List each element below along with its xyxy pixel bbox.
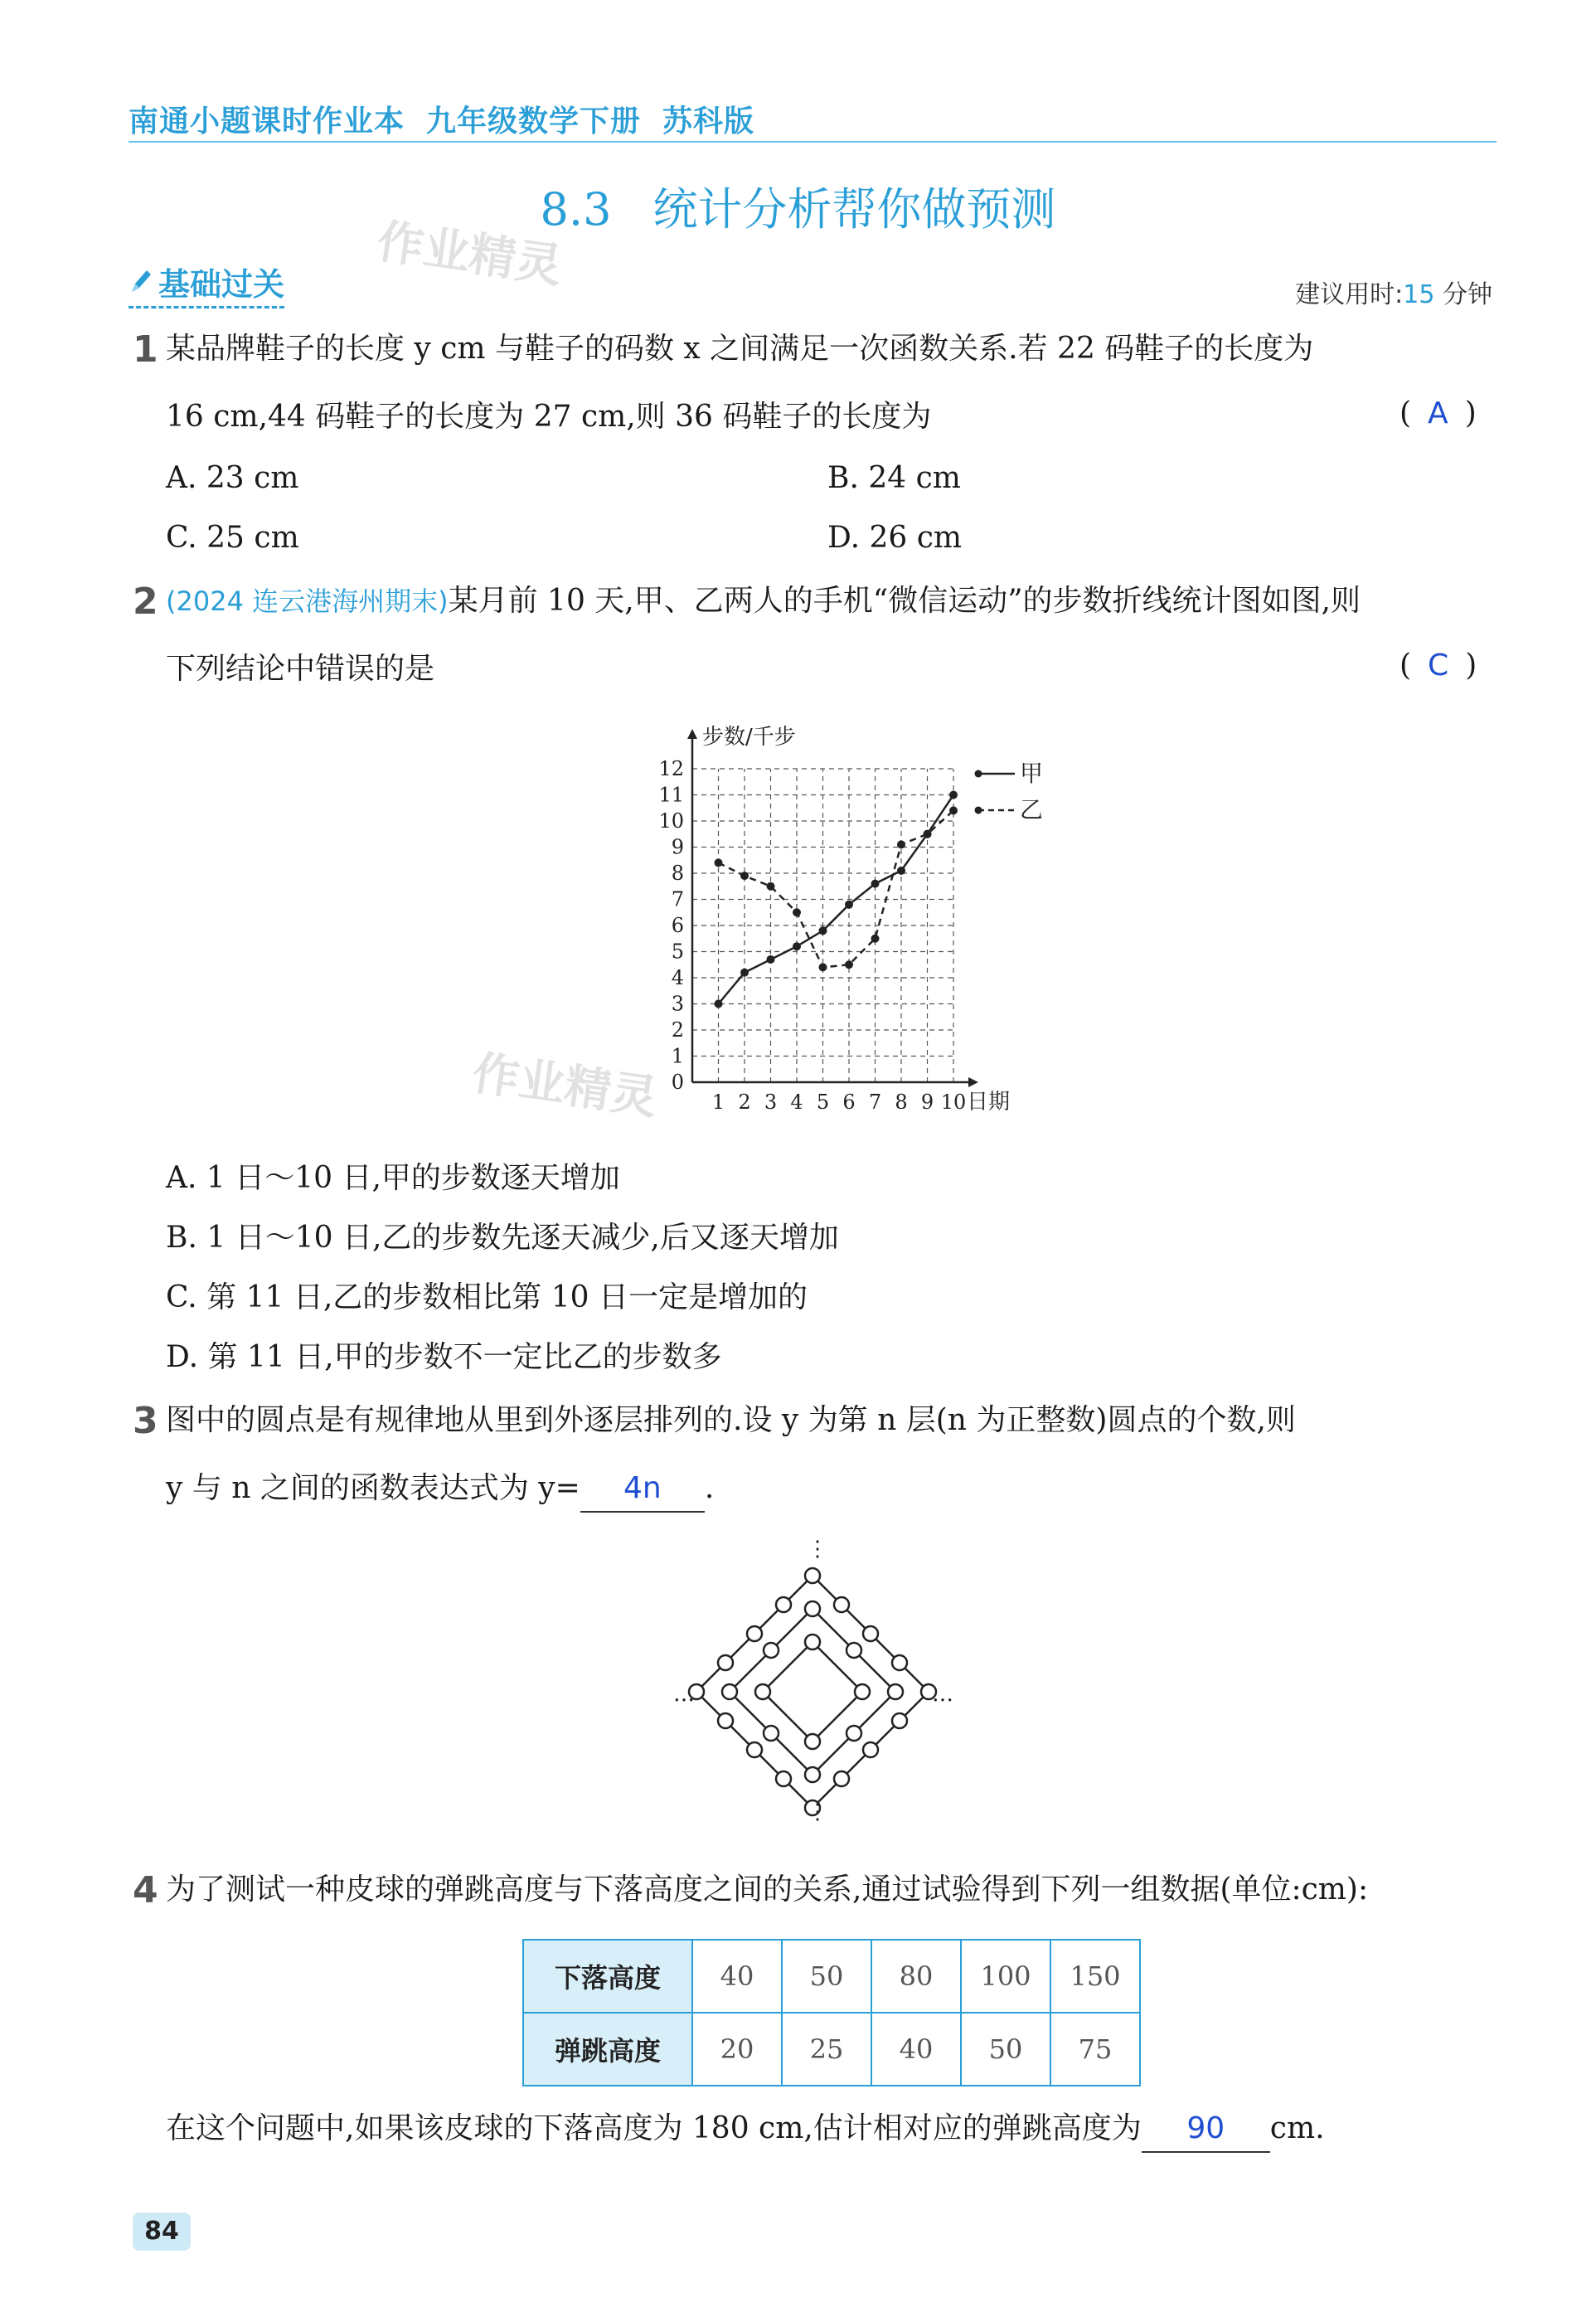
bottom-dots: ⋮ [807,1800,828,1824]
table-row [523,1940,1140,2013]
data-point [871,935,880,943]
dot [834,1771,849,1786]
q1-number: 1 [133,328,158,371]
header-divider [129,141,1497,143]
q1-answer-box: ( A ) [1400,396,1477,430]
q1-answer: A [1428,396,1448,430]
q2-option-c: C. 第 11 日,乙的步数相比第 10 日一定是增加的 [166,1280,808,1314]
layer-1-square [763,1642,862,1742]
q4-line1: 为了测试一种皮球的弹跳高度与下落高度之间的关系,通过试验得到下列一组数据(单位:cm): [166,1873,1369,1907]
y-tick-label: 12 [658,757,684,780]
q3-line1: 图中的圆点是有规律地从里到外逐层排列的.设 y 为第 n 层(n 为正整数)圆点的个数,则 [166,1403,1296,1437]
legend-marker [975,807,982,814]
dot [776,1771,791,1786]
data-point [924,830,932,838]
dot [805,1635,820,1649]
data-point [715,1000,723,1008]
header [129,98,776,140]
q1-option-b: B. 24 cm [827,461,961,495]
table-cell: 50 [961,2013,1050,2086]
dot [892,1655,907,1670]
x-tick-label: 8 [895,1091,908,1114]
data-point [819,963,827,971]
table-cell: 40 [692,1940,782,2013]
y-tick-label: 2 [671,1018,684,1042]
y-tick-label: 3 [671,992,684,1016]
table-cell: 25 [782,2013,871,2086]
q2-line2: 下列结论中错误的是 [166,652,435,686]
pencil-icon [129,266,153,303]
q2-text: 某月前 10 天,甲、乙两人的手机“微信运动”的步数折线统计图如图,则 [448,584,1361,618]
dot [722,1684,737,1699]
dot [892,1713,907,1728]
legend-label: 乙 [1020,796,1044,823]
q4-line2-post: cm. [1269,2111,1325,2145]
legend-label: 甲 [1020,760,1044,787]
section-title: 统计分析帮你做预测 [652,183,1056,236]
page-title [0,174,1596,238]
dot [888,1684,903,1699]
y-tick-label: 4 [671,966,684,989]
x-axis-arrow [968,1077,978,1087]
data-point [949,791,958,799]
table-cell: 50 [782,1940,871,2013]
data-point [715,858,723,867]
left-dots: … [673,1682,695,1707]
q4-answer: 90 [1142,2106,1270,2153]
dot [863,1742,878,1757]
y-tick-label: 10 [658,809,684,833]
q4-line2-pre: 在这个问题中,如果该皮球的下落高度为 180 cm,估计相对应的弹跳高度为 [166,2111,1142,2145]
y-tick-label: 1 [671,1044,684,1068]
q1-option-d: D. 26 cm [827,521,963,555]
q1-line1: 某品牌鞋子的长度 y cm 与鞋子的码数 x 之间满足一次函数关系.若 22 码鞋子的长度为 [166,332,1314,366]
series-line-1 [719,795,954,1004]
x-tick-label: 6 [842,1091,856,1114]
table-row [523,2013,1140,2086]
step-chart [597,713,1044,1128]
q2-number: 2 [133,580,158,623]
y-axis-arrow [687,729,697,739]
table-cell: 75 [1050,2013,1140,2086]
suggest-prefix: 建议用时: [1295,280,1404,309]
q3-line2-post: . [704,1471,715,1505]
table-cell: 80 [871,1940,961,2013]
y-tick-label: 0 [671,1071,684,1094]
x-tick-label: 3 [764,1091,778,1114]
series-line-2 [719,810,954,967]
dot [805,1568,820,1583]
x-tick-label: 2 [738,1091,751,1114]
data-point [897,867,905,875]
suggest-suffix: 分钟 [1443,280,1492,309]
q2-answer: C [1428,649,1449,683]
x-tick-label: 9 [920,1091,934,1114]
q1-line2: 16 cm,44 码鞋子的长度为 27 cm,则 36 码鞋子的长度为 [166,400,932,434]
data-point [767,882,775,891]
data-point [897,840,905,848]
x-tick-label: 7 [868,1091,882,1114]
dot [855,1684,870,1699]
data-point [767,955,775,964]
dot [764,1643,779,1658]
book-title: 南通小题课时作业本 [129,104,405,138]
x-tick-label: 10 [940,1091,967,1114]
y-tick-label: 6 [671,914,684,937]
edition: 苏科版 [662,104,755,138]
watermark-2: 作业精灵 [468,1046,661,1126]
data-point [740,872,749,880]
data-table [522,1939,1141,2086]
dot [847,1726,861,1741]
table-cell: 20 [692,2013,782,2086]
q2-source: (2024 连云港海州期末) [166,585,449,617]
dot [847,1643,861,1658]
dot [863,1626,878,1641]
q2-answer-box: ( C ) [1400,649,1477,683]
q3-answer: 4n [580,1466,705,1513]
page-number: 84 [133,2213,191,2251]
data-point [871,880,880,888]
dot [805,1601,820,1616]
watermark: 作业精灵 [373,214,565,294]
dot [747,1626,762,1641]
y-tick-label: 8 [671,862,684,885]
dot [747,1742,762,1757]
q3-line2 [166,1466,714,1513]
dot [805,1767,820,1782]
data-point [845,960,853,969]
q2-option-b: B. 1 日～10 日,乙的步数先逐天减少,后又逐天增加 [166,1221,839,1255]
q3-number: 3 [133,1400,158,1442]
suggested-time [1295,274,1492,310]
dot [718,1713,733,1728]
table-cell: 100 [961,1940,1050,2013]
section-label: 基础过关 [158,266,285,303]
dot [805,1734,820,1749]
q1-option-c: C. 25 cm [166,521,299,555]
table-cell: 40 [871,2013,961,2086]
q4-line2 [166,2106,1325,2153]
table-cell: 150 [1050,1940,1140,2013]
row-label-bounce: 弹跳高度 [523,2013,692,2086]
section-number: 8.3 [540,183,612,236]
data-point [949,806,958,814]
y-axis-label: 步数/千步 [702,725,796,750]
dot [834,1597,849,1612]
x-tick-label: 5 [816,1091,830,1114]
x-tick-label: 4 [790,1091,803,1114]
top-dots: ⋮ [807,1537,828,1562]
q2-option-d: D. 第 11 日,甲的步数不一定比乙的步数多 [166,1340,722,1374]
x-axis-label: 日期 [967,1090,1011,1115]
section-heading [129,259,284,308]
y-tick-label: 9 [671,835,684,859]
y-tick-label: 5 [671,940,684,964]
q4-number: 4 [133,1869,158,1912]
data-point [740,969,749,977]
data-point [819,926,827,935]
y-tick-label: 11 [658,783,684,807]
q1-option-a: A. 23 cm [166,461,299,495]
data-point [845,901,853,909]
dot [764,1726,779,1741]
q2-line1 [166,579,1361,624]
dot [755,1684,770,1699]
dot [776,1597,791,1612]
data-point [793,908,801,916]
row-label-drop: 下落高度 [523,1940,692,2013]
dot [718,1655,733,1670]
suggest-minutes: 15 [1403,280,1435,309]
x-tick-label: 1 [711,1091,725,1114]
data-point [793,942,801,950]
y-tick-label: 7 [671,887,684,911]
q3-line2-pre: y 与 n 之间的函数表达式为 y= [166,1471,580,1505]
dot-pattern-figure [663,1542,962,1841]
q2-option-a: A. 1 日～10 日,甲的步数逐天增加 [166,1161,620,1195]
legend-marker [975,770,982,778]
grade: 九年级数学下册 [426,104,642,138]
right-dots: … [932,1682,953,1707]
